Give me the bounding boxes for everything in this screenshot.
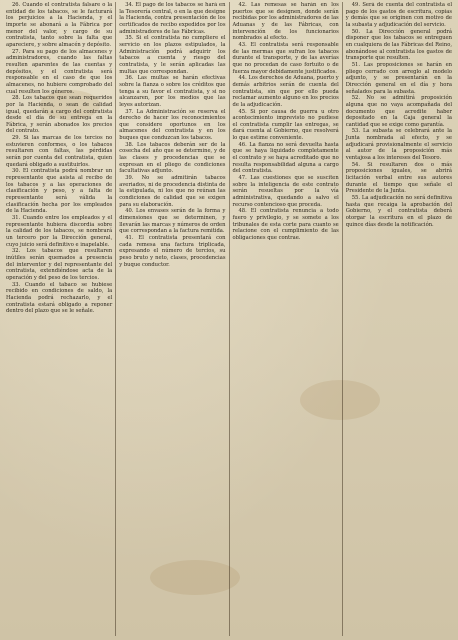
paragraph: 55. La adjudicación no será definitiva hasta que recaiga la aprobación del Gobierno, y el contratista deberá otorgar la escritura en el plazo de quince días desde la notificación. <box>345 195 452 228</box>
paragraph: 43. El contratista será responsable de las mermas que sufran los tabacos durante el transporte, y de las averías que no procedan de caso fortuito o de fuerza mayor debidamente justificados. <box>232 41 339 75</box>
paragraph: 37. La Administración se reserva el derecho de hacer los reconocimientos que considere oportunos en los almacenes del contratista y en los buques que conduzcan los tabacos. <box>119 108 226 142</box>
text-column-4 <box>342 2 455 636</box>
text-column-1 <box>3 2 115 636</box>
paragraph: 54. Si resultaren dos o más proposiciones iguales, se abrirá licitación verbal entre sus autores durante el tiempo que señale el Presidente de la Junta. <box>345 161 452 195</box>
paragraph: 31. Cuando entre los empleados y el representante hubiera discordia sobre la calidad de los tabacos, se nombrará un tercero por la Dirección general, cuyo juicio será definitivo e inapelable. <box>6 215 113 248</box>
paragraph: 36. Las multas se harán efectivas sobre la fianza o sobre los créditos que tenga a su favor el contratista, y si no alcanzaren, por los medios que las leyes autorizan. <box>119 75 226 108</box>
paragraph: 53. La subasta se celebrará ante la Junta nombrada al efecto, y se adjudicará provisionalmente el servicio al autor de la proposición más ventajosa a los intereses del Tesoro. <box>345 128 452 162</box>
paragraph: 49. Será de cuenta del contratista el pago de los gastos de escritura, copias y demás que se originen con motivo de la subasta y adjudicación del servicio. <box>345 2 452 28</box>
paragraph: 40. Los envases serán de la forma y dimensiones que se determinen, y llevarán las marcas y números de orden que correspondan a la factura remitida. <box>119 208 226 235</box>
text-column-3 <box>229 2 342 636</box>
paragraph: 51. Las proposiciones se harán en pliego cerrado con arreglo al modelo adjunto, y se presentarán en la Dirección general en el día y hora señalados para la subasta. <box>345 61 452 95</box>
paragraph: 50. La Dirección general podrá disponer que los tabacos se entreguen en cualquiera de las Fábricas del Reino, abonándose al contratista los gastos de transporte que resulten. <box>345 28 452 62</box>
paragraph: 42. Las remesas se harán en los puertos que se designen, donde serán recibidas por los administradores de las Aduanas y de las Fábricas, con intervención de los funcionarios nombrados al efecto. <box>232 2 339 42</box>
paragraph: 35. Si el contratista no cumpliere el servicio en los plazos estipulados, la Administración podrá adquirir los tabacos a cuenta y riesgo del contratista, y le serán aplicadas las multas que correspondan. <box>119 35 226 75</box>
paragraph: 28. Los tabacos que sean requeridos por la Hacienda, o sean de calidad igual, quedarán a cargo del contratista desde el día de su entrega en la Fábrica, y serán abonados los precios del contrato. <box>6 95 113 135</box>
paragraph: 45. Si por causa de guerra u otro acontecimiento imprevisto no pudiese el contratista cumplir las entregas, se dará cuenta al Gobierno, que resolverá lo que estime conveniente. <box>232 108 339 142</box>
paragraph: 39. No se admitirán tabacos averiados, ni de procedencia distinta de la estipulada, ni los que no reúnan las condiciones de calidad que se exigen para su elaboración. <box>119 175 226 208</box>
paragraph: 33. Cuando el tabaco se hubiese recibido en condiciones de saldo, la Hacienda podrá rechazarlo, y el contratista estará obligado a reponer dentro del plazo que se le señale. <box>6 281 113 315</box>
paragraph: 41. El contratista presentará con cada remesa una factura triplicada, expresando el número de tercios, su peso bruto y neto, clases, procedencias y buque conductor. <box>119 234 226 268</box>
paragraph: 32. Los tabacos que resultaren inútiles serán quemados a presencia del interventor y del representante del contratista, extendiéndose acta de la operación y del peso de los tercios. <box>6 248 113 281</box>
paragraph: 38. Los tabacos deberán ser de la cosecha del año que se determine, y de las clases y procedencias que se expresan en el pliego de condiciones facultativas adjunto. <box>119 141 226 175</box>
paragraph: 48. El contratista renuncia a todo fuero y privilegio, y se somete a los tribunales de esta corte para cuanto se relacione con el cumplimiento de las obligaciones que contrae. <box>232 208 339 241</box>
paragraph: 46. La fianza no será devuelta hasta que se haya liquidado completamente el contrato y se haya acreditado que no resulta responsabilidad alguna a cargo del contratista. <box>232 141 339 175</box>
paragraph: 44. Los derechos de Aduana, puerto y demás arbitrios serán de cuenta del contratista, sin que por ello pueda reclamar aumento alguno en los precios de la adjudicación. <box>232 75 339 108</box>
paragraph: 30. El contratista podrá nombrar un representante que asista al recibo de los tabacos y a las operaciones de clasificación y peso, y a falta de representante será válida la clasificación hecha por los empleados de la Hacienda. <box>6 168 113 215</box>
paragraph: 27. Para su pago de los almacenes y administradores, cuando las faltas resulten aparentes de las cuentas y depósitos, y el contratista será responsable en el caso de que los almacenes, no hubiere comprobado del cual resulten los géneros. <box>6 48 113 95</box>
text-columns <box>3 2 455 636</box>
paragraph: 29. Si las marcas de los tercios no estuvieren conformes, o los tabacos resultaren con faltas, las pérdidas serán por cuenta del contratista, quien quedará obligado a sustituirlos. <box>6 135 113 168</box>
paragraph: 47. Las cuestiones que se susciten sobre la inteligencia de este contrato serán resueltas por la vía administrativa, quedando a salvo el recurso contencioso que proceda. <box>232 175 339 208</box>
paragraph: 52. No se admitirá proposición alguna que no vaya acompañada del documento que acredite haber depositado en la Caja general la cantidad que se exige como garantía. <box>345 95 452 128</box>
paragraph: 26. Cuando el contratista falsare o la entidad de los tabacos, se le facturará los perjuicios a la Hacienda, y el importe se abonará a la Fábrica por menor del valor, y cargo de su contratista, tanto sobre la falta que apareciere, y sobre almacén y depósito. <box>6 2 113 48</box>
text-column-2 <box>115 2 228 636</box>
paragraph: 34. El pago de los tabacos se hará en la Tesorería central, o en la que designe la Hacienda, contra presentación de los certificados de recibo expedidos por los administradores de las Fábricas. <box>119 2 226 35</box>
